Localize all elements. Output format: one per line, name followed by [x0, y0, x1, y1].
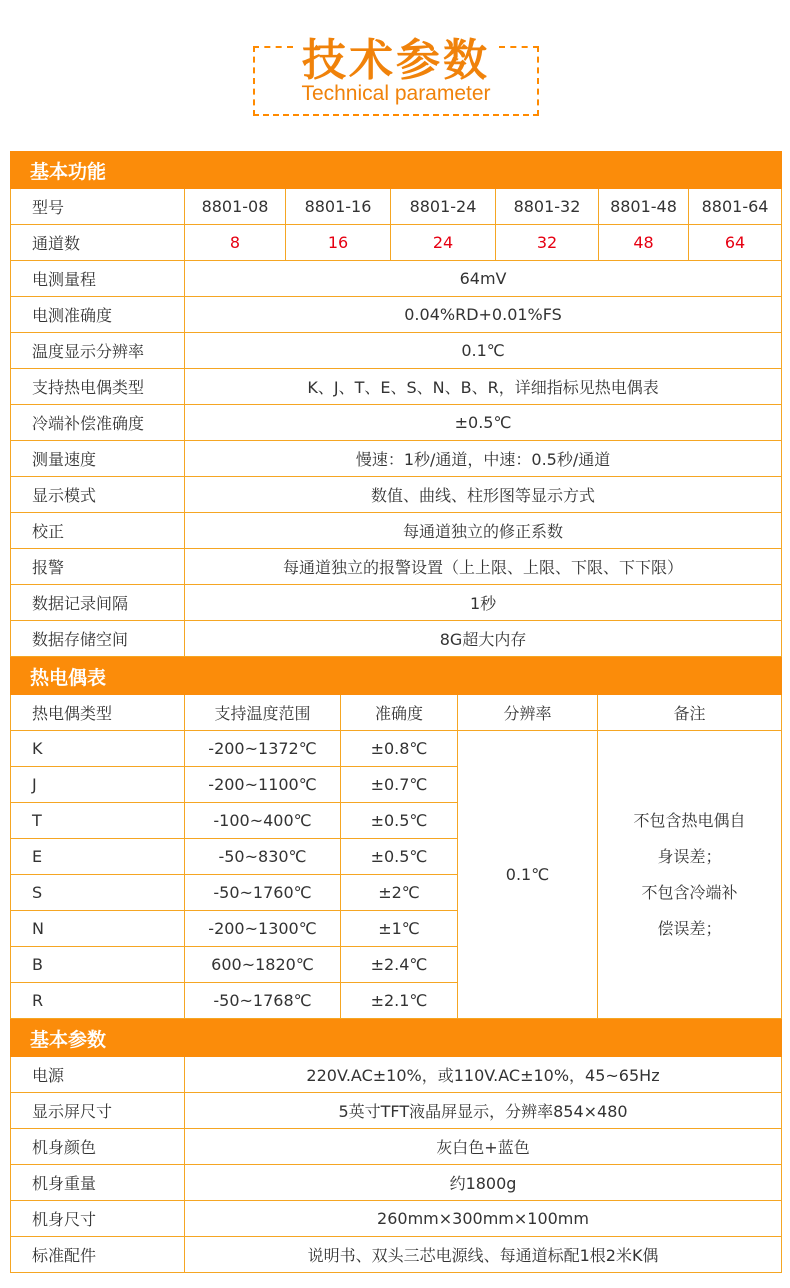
thermocouple-type: R: [11, 983, 185, 1019]
remark-line: 不包含冷端补: [641, 882, 738, 902]
table-row: [11, 261, 782, 297]
row-value: 说明书、双头三芯电源线、每通道标配1根2米K偶: [185, 1237, 782, 1273]
row-label: 机身尺寸: [11, 1201, 185, 1237]
channel-count-cell: 48: [599, 225, 689, 261]
temperature-range: -50~1760℃: [185, 875, 341, 911]
accuracy: ±2.1℃: [341, 983, 458, 1019]
accuracy: ±2℃: [341, 875, 458, 911]
spec-tables: [10, 151, 781, 1273]
thermocouple-type: B: [11, 947, 185, 983]
table-row: [11, 731, 782, 767]
row-value: 1秒: [185, 585, 782, 621]
row-label: 温度显示分辨率: [11, 333, 185, 369]
row-value: 约1800g: [185, 1165, 782, 1201]
row-label: 支持热电偶类型: [11, 369, 185, 405]
channel-count-cell: 64: [689, 225, 782, 261]
page-header: [253, 35, 539, 116]
row-label: 数据记录间隔: [11, 585, 185, 621]
page-subtitle: Technical parameter: [301, 82, 491, 105]
page-title: 技术参数: [302, 35, 490, 86]
table-row: [11, 1057, 782, 1093]
temperature-range: -100~400℃: [185, 803, 341, 839]
accuracy: ±0.5℃: [341, 839, 458, 875]
temperature-range: -200~1372℃: [185, 731, 341, 767]
remark: [598, 731, 782, 1019]
row-label: 电测准确度: [11, 297, 185, 333]
row-value: 260mm×300mm×100mm: [185, 1201, 782, 1237]
section-title: 基本参数: [11, 1020, 782, 1057]
row-value: 220V.AC±10%，或110V.AC±10%，45~65Hz: [185, 1057, 782, 1093]
row-label: 显示屏尺寸: [11, 1093, 185, 1129]
thermocouple-type: T: [11, 803, 185, 839]
table-row: [11, 1237, 782, 1273]
row-value: 灰白色+蓝色: [185, 1129, 782, 1165]
table-row: [11, 189, 782, 225]
channel-count-cell: 32: [496, 225, 599, 261]
row-value: ±0.5℃: [185, 405, 782, 441]
table-row: [11, 1201, 782, 1237]
row-value: 8G超大内存: [185, 621, 782, 657]
thermocouple-type: K: [11, 731, 185, 767]
channel-count-cell: 16: [286, 225, 391, 261]
temperature-range: -200~1300℃: [185, 911, 341, 947]
temperature-range: -200~1100℃: [185, 767, 341, 803]
table-row: [11, 621, 782, 657]
table-row: [11, 333, 782, 369]
remark-line: 身误差；: [657, 846, 722, 866]
row-label: 数据存储空间: [11, 621, 185, 657]
thermocouple-type: N: [11, 911, 185, 947]
accuracy: ±0.5℃: [341, 803, 458, 839]
basic-functions-table: [10, 151, 782, 657]
section-title: 基本功能: [11, 152, 782, 189]
row-label: 机身颜色: [11, 1129, 185, 1165]
temperature-range: -50~830℃: [185, 839, 341, 875]
row-value: 每通道独立的报警设置（上上限、上限、下限、下下限）: [185, 549, 782, 585]
table-row: [11, 297, 782, 333]
accuracy: ±2.4℃: [341, 947, 458, 983]
column-header: 准确度: [341, 695, 458, 731]
row-label: 冷端补偿准确度: [11, 405, 185, 441]
accuracy: ±0.8℃: [341, 731, 458, 767]
temperature-range: 600~1820℃: [185, 947, 341, 983]
basic-params-table: [10, 1019, 782, 1273]
table-row: [11, 369, 782, 405]
section-title: 热电偶表: [11, 658, 782, 695]
model-cell: 8801-48: [599, 189, 689, 225]
row-label: 电源: [11, 1057, 185, 1093]
model-cell: 8801-64: [689, 189, 782, 225]
row-value: 每通道独立的修正系数: [185, 513, 782, 549]
table-row: [11, 225, 782, 261]
table-row: [11, 549, 782, 585]
section-header-thermocouple: [11, 658, 782, 695]
section-header-basic-functions: [11, 152, 782, 189]
row-value: 慢速：1秒/通道，中速：0.5秒/通道: [185, 441, 782, 477]
row-value: 0.04%RD+0.01%FS: [185, 297, 782, 333]
column-header: 热电偶类型: [11, 695, 185, 731]
table-row: [11, 477, 782, 513]
accuracy: ±0.7℃: [341, 767, 458, 803]
channel-count-cell: 8: [185, 225, 286, 261]
row-value: 0.1℃: [185, 333, 782, 369]
row-label: 校正: [11, 513, 185, 549]
table-row: [11, 1093, 782, 1129]
row-value: K、J、T、E、S、N、B、R，详细指标见热电偶表: [185, 369, 782, 405]
row-label: 电测量程: [11, 261, 185, 297]
row-label: 标准配件: [11, 1237, 185, 1273]
row-label: 测量速度: [11, 441, 185, 477]
remark-line: 不包含热电偶自: [633, 810, 746, 830]
table-row: [11, 405, 782, 441]
table-row: [11, 1129, 782, 1165]
thermocouple-type: S: [11, 875, 185, 911]
column-header: 支持温度范围: [185, 695, 341, 731]
frame-bottom-border: [253, 114, 539, 116]
row-label: 通道数: [11, 225, 185, 261]
model-cell: 8801-24: [391, 189, 496, 225]
row-label: 型号: [11, 189, 185, 225]
resolution: 0.1℃: [458, 731, 598, 1019]
table-row: [11, 1165, 782, 1201]
table-row: [11, 513, 782, 549]
row-value: 5英寸TFT液晶屏显示，分辨率854×480: [185, 1093, 782, 1129]
table-row: [11, 441, 782, 477]
thermocouple-type: E: [11, 839, 185, 875]
table-row: [11, 585, 782, 621]
model-cell: 8801-08: [185, 189, 286, 225]
thermocouple-type: J: [11, 767, 185, 803]
row-label: 显示模式: [11, 477, 185, 513]
section-header-basic-params: [11, 1020, 782, 1057]
accuracy: ±1℃: [341, 911, 458, 947]
thermocouple-table: [10, 657, 782, 1019]
row-label: 报警: [11, 549, 185, 585]
column-header: 分辨率: [458, 695, 598, 731]
table-header-row: [11, 695, 782, 731]
row-label: 机身重量: [11, 1165, 185, 1201]
remark-line: 偿误差；: [657, 918, 722, 938]
channel-count-cell: 24: [391, 225, 496, 261]
model-cell: 8801-32: [496, 189, 599, 225]
row-value: 数值、曲线、柱形图等显示方式: [185, 477, 782, 513]
model-cell: 8801-16: [286, 189, 391, 225]
row-value: 64mV: [185, 261, 782, 297]
column-header: 备注: [598, 695, 782, 731]
temperature-range: -50~1768℃: [185, 983, 341, 1019]
